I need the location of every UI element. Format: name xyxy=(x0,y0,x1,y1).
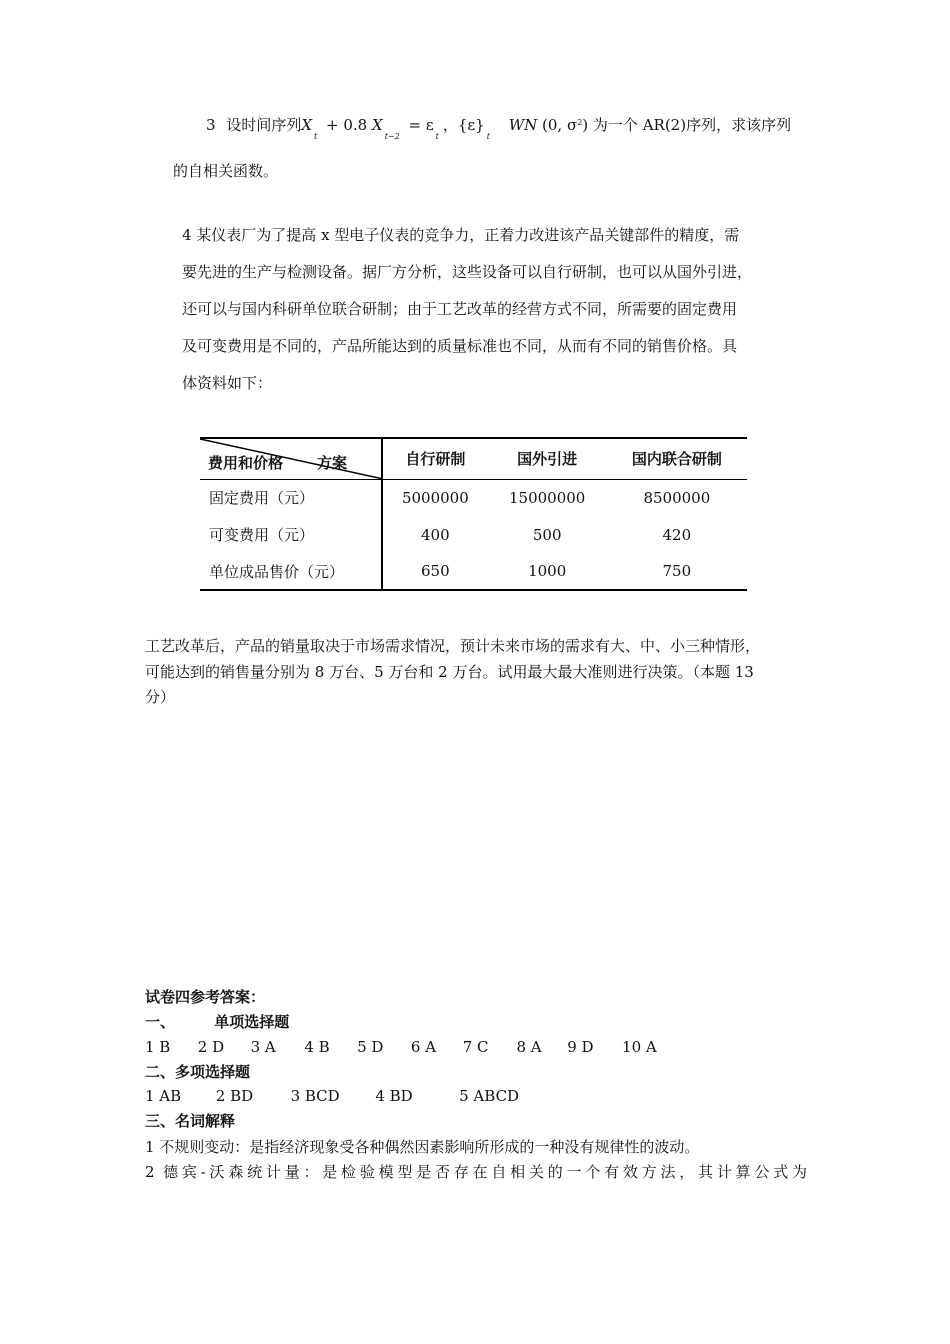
term-definition-1: 1 不规则变动：是指经济现象受各种偶然因素影响所形成的一种没有规律性的波动。 xyxy=(145,1138,700,1156)
header-self-dev: 自行研制 xyxy=(405,450,466,469)
section2-answers xyxy=(145,1087,519,1105)
answer-item: 1 AB xyxy=(145,1087,182,1105)
cell-value: 420 xyxy=(662,525,692,544)
q3-sub-t3: t xyxy=(435,132,439,141)
answer-item: 1 B xyxy=(145,1038,171,1056)
header-import: 国外引进 xyxy=(517,450,578,469)
table-corner-cell xyxy=(200,438,382,479)
answer-item: 8 A xyxy=(516,1038,542,1056)
answer-item: 4 BD xyxy=(375,1087,413,1105)
cell-value: 400 xyxy=(421,525,450,544)
row-label-variable: 可变费用（元） xyxy=(200,516,382,553)
cell-value: 8500000 xyxy=(643,488,711,507)
answer-item: 5 ABCD xyxy=(459,1087,520,1105)
q3-sub-t2: t−2 xyxy=(384,132,400,141)
section1-title: 单项选择题 xyxy=(214,1013,290,1031)
table-row xyxy=(200,479,747,516)
q3-x2: X xyxy=(372,116,383,134)
section3-heading: 三、名词解释 xyxy=(145,1112,236,1130)
cell-value: 15000000 xyxy=(509,488,586,507)
answer-item: 2 D xyxy=(197,1038,225,1056)
q4-line-3: 还可以与国内科研单位联合研制；由于工艺改革的经营方式不同，所需要的固定费用 xyxy=(182,300,738,318)
section2-heading: 二、多项选择题 xyxy=(145,1063,251,1081)
answer-item: 5 D xyxy=(357,1038,384,1056)
corner-label-left: 费用和价格 xyxy=(208,454,284,472)
section1-answers xyxy=(145,1038,657,1056)
q3-formula-line xyxy=(206,114,792,141)
answer-item: 9 D xyxy=(567,1038,594,1056)
cell-value: 1000 xyxy=(528,562,567,580)
q4-line-2: 要先进的生产与检测设备。据厂方分析，这些设备可以自行研制，也可以从国外引进， xyxy=(182,263,753,281)
answers-title: 试卷四参考答案： xyxy=(145,988,266,1006)
q3-lead: 设时间序列 xyxy=(226,116,302,134)
row-label-price: 单位成品售价（元） xyxy=(200,553,382,590)
answer-item: 2 BD xyxy=(215,1087,254,1105)
q3-number: 3 xyxy=(206,116,216,134)
q3-tail: 为一个 AR(2)序列，求该序列 xyxy=(592,116,792,134)
table-row xyxy=(200,553,747,590)
cell-value: 500 xyxy=(532,525,562,544)
q3-plus: + 0.8 xyxy=(326,116,368,134)
section1-number: 一、 xyxy=(145,1013,176,1031)
answer-item: 7 C xyxy=(462,1038,489,1056)
q4-line-4: 及可变费用是不同的，产品所能达到的质量标准也不同，从而有不同的销售价格。具 xyxy=(182,337,738,355)
q4-line-1: 4 某仪表厂为了提高 x 型电子仪表的竞争力，正着力改进该产品关键部件的精度，需 xyxy=(182,226,740,244)
q3-sup2: 2 xyxy=(577,118,583,127)
section1-heading xyxy=(145,1011,289,1032)
answer-item: 6 A xyxy=(410,1038,437,1056)
answer-item: 10 A xyxy=(622,1038,657,1056)
answer-item: 3 A xyxy=(250,1038,276,1056)
answer-item: 4 B xyxy=(304,1038,330,1056)
row-label-fixed: 固定费用（元） xyxy=(200,479,382,516)
table-header-row xyxy=(200,438,747,479)
after-line-2: 可能达到的销售量分别为 8 万台、5 万台和 2 万台。试用最大最大准则进行决策。（本题 13 xyxy=(145,663,754,681)
q3-wn: WN xyxy=(508,116,538,134)
cell-value: 650 xyxy=(421,562,450,580)
header-joint-dev: 国内联合研制 xyxy=(631,450,722,469)
cell-value: 5000000 xyxy=(401,488,469,507)
q4-line-5: 体资料如下： xyxy=(182,374,273,392)
q3-line2: 的自相关函数。 xyxy=(173,162,279,180)
q3-x: X xyxy=(301,116,313,134)
table-row xyxy=(200,516,747,553)
q3-eq: = ε xyxy=(408,116,434,134)
term-definition-2: 2 德宾-沃森统计量：是检验模型是否存在自相关的一个有效方法，其计算公式为 xyxy=(145,1163,807,1181)
after-line-1: 工艺改革后，产品的销量取决于市场需求情况，预计未来市场的需求有大、中、小三种情形， xyxy=(145,637,761,655)
q3-sub-t4: t xyxy=(486,132,490,141)
q3-wn-close: ) xyxy=(582,116,589,134)
q3-wn-args: (0, σ xyxy=(542,116,578,134)
answer-item: 3 BCD xyxy=(290,1087,340,1105)
cell-value: 750 xyxy=(662,562,692,580)
q3-sub-t: t xyxy=(314,132,318,141)
q3-comma: ，{ε} xyxy=(442,116,485,134)
corner-label-right: 方案 xyxy=(317,454,348,472)
cost-price-table xyxy=(200,437,747,591)
after-line-3: 分） xyxy=(145,688,176,706)
